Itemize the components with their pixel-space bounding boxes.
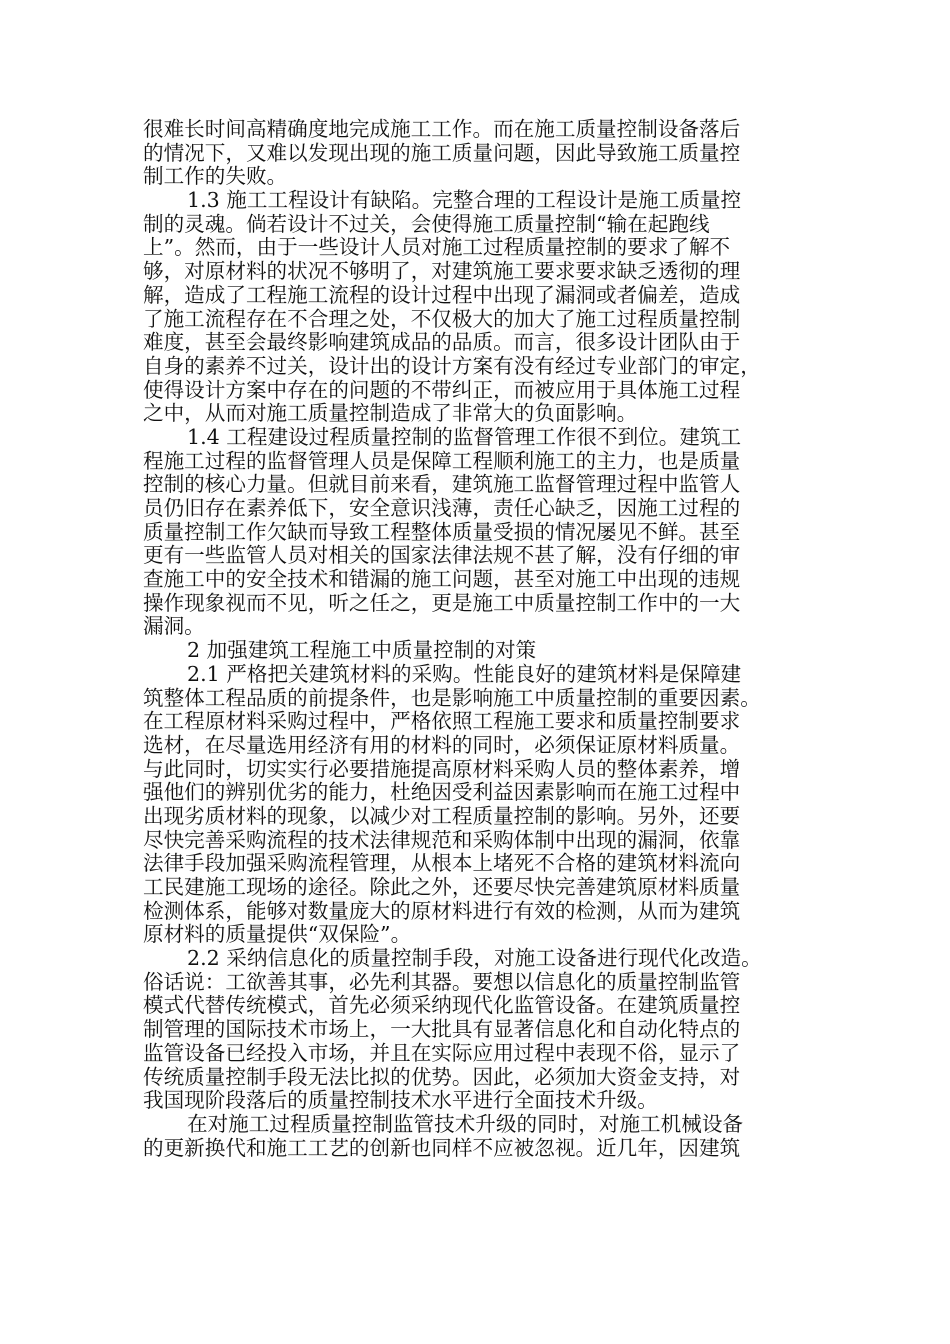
text-line: 控制的核心力量。但就目前来看，建筑施工监督管理过程中监管人 bbox=[143, 472, 741, 497]
text-line: 监管设备已经投入市场，并且在实际应用过程中表现不俗，显示了 bbox=[143, 1040, 741, 1065]
document-body bbox=[143, 118, 807, 1160]
text-line: 漏洞。 bbox=[143, 614, 205, 639]
text-line: 解，造成了工程施工流程的设计过程中出现了漏洞或者偏差，造成 bbox=[143, 282, 741, 307]
text-line: 使得设计方案中存在的问题的不带纠正，而被应用于具体施工过程 bbox=[143, 377, 741, 402]
text-line: 法律手段加强采购流程管理，从根本上堵死不合格的建筑材料流向 bbox=[143, 851, 741, 876]
text-line: 传统质量控制手段无法比拟的优势。因此，必须加大资金支持，对 bbox=[143, 1064, 741, 1089]
text-line: 2 加强建筑工程施工中质量控制的对策 bbox=[187, 638, 537, 663]
text-line: 2.2 采纳信息化的质量控制手段，对施工设备进行现代化改造。 bbox=[187, 946, 762, 971]
text-line: 很难长时间高精确度地完成施工工作。而在施工质量控制设备落后 bbox=[143, 117, 741, 141]
text-line: 查施工中的安全技术和错漏的施工问题，甚至对施工中出现的违规 bbox=[143, 567, 741, 592]
text-line: 之中，从而对施工质量控制造成了非常大的负面影响。 bbox=[143, 401, 638, 426]
text-line: 的更新换代和施工工艺的创新也同样不应被忽视。近几年，因建筑 bbox=[143, 1135, 741, 1160]
text-line: 模式代替传统模式，首先必须采纳现代化监管设备。在建筑质量控 bbox=[143, 993, 741, 1018]
text-line: 够，对原材料的状况不够明了，对建筑施工要求要求缺乏透彻的理 bbox=[143, 259, 741, 284]
text-line: 员仍旧存在素养低下，安全意识浅薄，责任心缺乏，因施工过程的 bbox=[143, 496, 741, 520]
text-line: 在工程原材料采购过程中，严格依照工程施工要求和质量控制要求 bbox=[143, 709, 741, 734]
text-line: 操作现象视而不见，听之任之，更是施工中质量控制工作中的一大 bbox=[143, 590, 741, 615]
text-line: 工民建施工现场的途径。除此之外，还要尽快完善建筑原材料质量 bbox=[143, 875, 741, 899]
text-line: 制的灵魂。倘若设计不过关，会使得施工质量控制“输在起跑线 bbox=[143, 211, 710, 236]
text-line: 筑整体工程品质的前提条件，也是影响施工中质量控制的重要因素。 bbox=[143, 685, 761, 710]
text-line: 1.4 工程建设过程质量控制的监督管理工作很不到位。建筑工 bbox=[187, 424, 742, 449]
text-line: 2.1 严格把关建筑材料的采购。性能良好的建筑材料是保障建 bbox=[187, 661, 742, 686]
text-line: 程施工过程的监督管理人员是保障工程顺利施工的主力，也是质量 bbox=[143, 448, 741, 473]
text-line: 检测体系，能够对数量庞大的原材料进行有效的检测，从而为建筑 bbox=[143, 898, 741, 923]
text-line: 难度，甚至会最终影响建筑成品的品质。而言，很多设计团队由于 bbox=[143, 330, 741, 355]
text-line: 与此同时，切实实行必要措施提高原材料采购人员的整体素养，增 bbox=[143, 756, 741, 781]
text-line: 了施工流程存在不合理之处，不仅极大的加大了施工过程质量控制 bbox=[143, 306, 741, 331]
text-line: 制管理的国际技术市场上，一大批具有显著信息化和自动化特点的 bbox=[143, 1017, 741, 1042]
text-line: 选材，在尽量选用经济有用的材料的同时，必须保证原材料质量。 bbox=[143, 732, 741, 757]
text-line: 质量控制工作欠缺而导致工程整体质量受损的情况屡见不鲜。甚至 bbox=[143, 519, 741, 544]
text-line: 制工作的失败。 bbox=[143, 164, 288, 189]
text-line: 上”。然而，由于一些设计人员对施工过程质量控制的要求了解不 bbox=[143, 235, 731, 260]
text-line: 的情况下，又难以发现出现的施工质量问题，因此导致施工质量控 bbox=[143, 140, 741, 165]
text-line: 1.3 施工工程设计有缺陷。完整合理的工程设计是施工质量控 bbox=[187, 188, 742, 213]
text-line: 尽快完善采购流程的技术法律规范和采购体制中出现的漏洞，依靠 bbox=[143, 827, 741, 852]
text-line: 自身的素养不过关，设计出的设计方案有没有经过专业部门的审定， bbox=[143, 353, 761, 378]
text-line: 在对施工过程质量控制监管技术升级的同时，对施工机械设备 bbox=[187, 1111, 744, 1136]
text-line: 更有一些监管人员对相关的国家法律法规不甚了解，没有仔细的审 bbox=[143, 543, 741, 568]
text-line: 出现劣质材料的现象，以减少对工程质量控制的影响。另外，还要 bbox=[143, 803, 741, 828]
text-line: 原材料的质量提供“双保险”。 bbox=[143, 922, 412, 947]
text-line: 俗话说：工欲善其事，必先利其器。要想以信息化的质量控制监管 bbox=[143, 969, 741, 994]
text-line: 我国现阶段落后的质量控制技术水平进行全面技术升级。 bbox=[143, 1088, 658, 1113]
text-line: 强他们的辨别优劣的能力，杜绝因受利益因素影响而在施工过程中 bbox=[143, 780, 741, 805]
